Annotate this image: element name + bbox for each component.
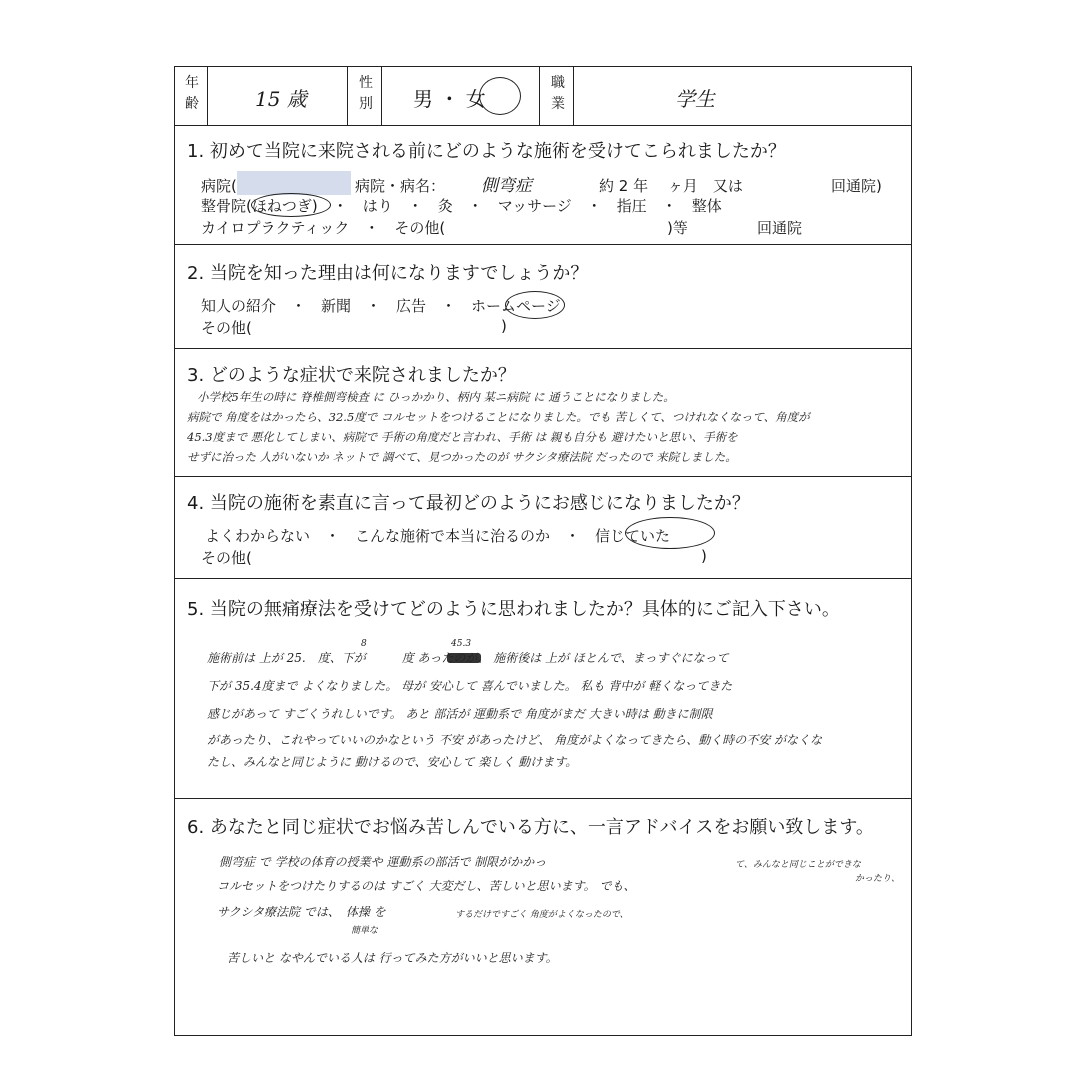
q6-answer-line: 側弯症 で 学校の体育の授業や 運動系の部活で 制限がかかっ xyxy=(219,855,547,869)
q3-answer-line: 病院で 角度をはかったら、32.5度で コルセットをつけることになりました。でも 苦しくて、つけれなくなって、角度が xyxy=(187,410,810,424)
q4-other-prefix: その他( xyxy=(201,549,252,567)
question-3: 3. どのような症状で来院されましたか？ xyxy=(187,365,516,386)
q6-answer-line: 苦しいと なやんでいる人は 行ってみた方がいいと思います。 xyxy=(227,951,558,965)
q2-options: 知人の紹介 ・ 新聞 ・ 広告 ・ ホームページ xyxy=(201,297,561,315)
q6-tail-text: するだけですごく 角度がよくなったので、 xyxy=(455,910,629,920)
job-label: 職業 xyxy=(551,75,565,112)
q5-answer-line: があったり、これやっていいのかなという 不安 があったけど、 角度がよくなってきたら、動く時の不安 がなくな xyxy=(207,733,823,747)
q3-answer-line: 45.3度まで 悪化してしまい、病院で 手術の角度だと言われ、手術 は 親も自分も 避けたいと思い、手術を xyxy=(187,430,738,444)
q6-insert-annotation: 簡単な xyxy=(351,926,379,936)
question-6: 6. あなたと同じ症状でお悩み苦しんでいる方に、一言アドバイスをお願い致します。 xyxy=(187,817,874,838)
q1-other-prefix: カイロプラクティック ・ その他( xyxy=(201,219,446,237)
q2-other-suffix: ) xyxy=(501,317,507,335)
section-4 xyxy=(175,477,911,579)
q6-answer-line: コルセットをつけたりするのは すごく 大変だし、苦しいと思います。 でも、 xyxy=(217,879,636,893)
q1-treatments: 整骨院(ほねつぎ) ・ はり ・ 灸 ・ マッサージ ・ 指圧 ・ 整体 xyxy=(201,197,722,215)
section-5 xyxy=(175,579,911,799)
q1-period: 約 2 年 ヶ月 又は xyxy=(599,177,743,195)
questionnaire-form xyxy=(174,66,912,1036)
gender-label: 性別 xyxy=(359,75,373,112)
q1-other-count: 回通院 xyxy=(757,219,803,237)
q1-hospital-mid: 病院・病名： xyxy=(355,177,446,195)
q2-selected-circle xyxy=(505,291,565,319)
gender-selected-circle xyxy=(479,77,521,115)
q3-answer-line: 小学校5年生の時に 脊椎側弯検査 に ひっかかり、柄内 某ニ病院 に 通うことになりました。 xyxy=(197,390,675,404)
age-label: 年齢 xyxy=(185,75,199,112)
redacted-hospital-name xyxy=(237,171,351,195)
q1-visit-count: 回通院) xyxy=(831,177,882,195)
q1-diagnosis: 側弯症 xyxy=(481,176,532,196)
section-6 xyxy=(175,799,911,1035)
q5-answer-line: 感じがあって すごくうれしいです。 あと 部活が 運動系で 角度がまだ 大きい時は 動きに制限 xyxy=(207,707,713,721)
header-row xyxy=(175,67,911,126)
q6-annotation-right-1: て、みんなと同じことができな xyxy=(735,860,861,870)
q5-annotation-8: 8 xyxy=(361,639,367,649)
question-2: 2. 当院を知った理由は何になりますでしょうか？ xyxy=(187,263,589,284)
age-value: 15 歳 xyxy=(255,87,307,111)
question-1: 1. 初めて当院に来院される前にどのような施術を受けてこられましたか？ xyxy=(187,141,786,162)
q1-other-suffix: )等 xyxy=(667,219,688,237)
section-1 xyxy=(175,125,911,245)
section-3 xyxy=(175,349,911,477)
q6-annotation-right-2: かったり、 xyxy=(855,874,901,884)
q5-answer-line: たし、みんなと同じように 動けるので、安心して 楽しく 動けます。 xyxy=(207,755,578,769)
q4-selected-circle xyxy=(625,517,715,549)
q4-options: よくわからない ・ こんな施術で本当に治るのか ・ 信じていた xyxy=(205,527,671,545)
q2-other-prefix: その他( xyxy=(201,319,252,337)
q5-answer-line: 施術前は 上が 25. 度、下が 度 あったのが、 施術後は 上が ほとんで、まっすぐになって xyxy=(207,651,729,665)
q3-answer-line: せずに治った 人がいないか ネットで 調べて、見つかったのが サクシタ療法院 だったので 来院しました。 xyxy=(187,450,737,464)
q6-answer-line: サクシタ療法院 では、 体操 を xyxy=(217,905,386,919)
gender-value: 男 ・ 女 xyxy=(413,87,486,111)
q4-other-suffix: ) xyxy=(701,547,707,565)
question-4: 4. 当院の施術を素直に言って最初どのようにお感じになりましたか？ xyxy=(187,493,750,514)
section-2 xyxy=(175,245,911,349)
q5-annotation-453: 45.3 xyxy=(451,639,472,649)
q1-hospital-prefix: 病院( xyxy=(201,177,237,195)
q5-answer-line: 下が 35.4度まで よくなりました。 母が 安心して 喜んでいました。 私も 背中が 軽くなってきた xyxy=(207,679,733,693)
q1-selected-circle xyxy=(251,193,331,217)
question-5: 5. 当院の無痛療法を受けてどのように思われましたか？具体的にご記入下さい。 xyxy=(187,599,840,620)
job-value: 学生 xyxy=(675,87,715,111)
